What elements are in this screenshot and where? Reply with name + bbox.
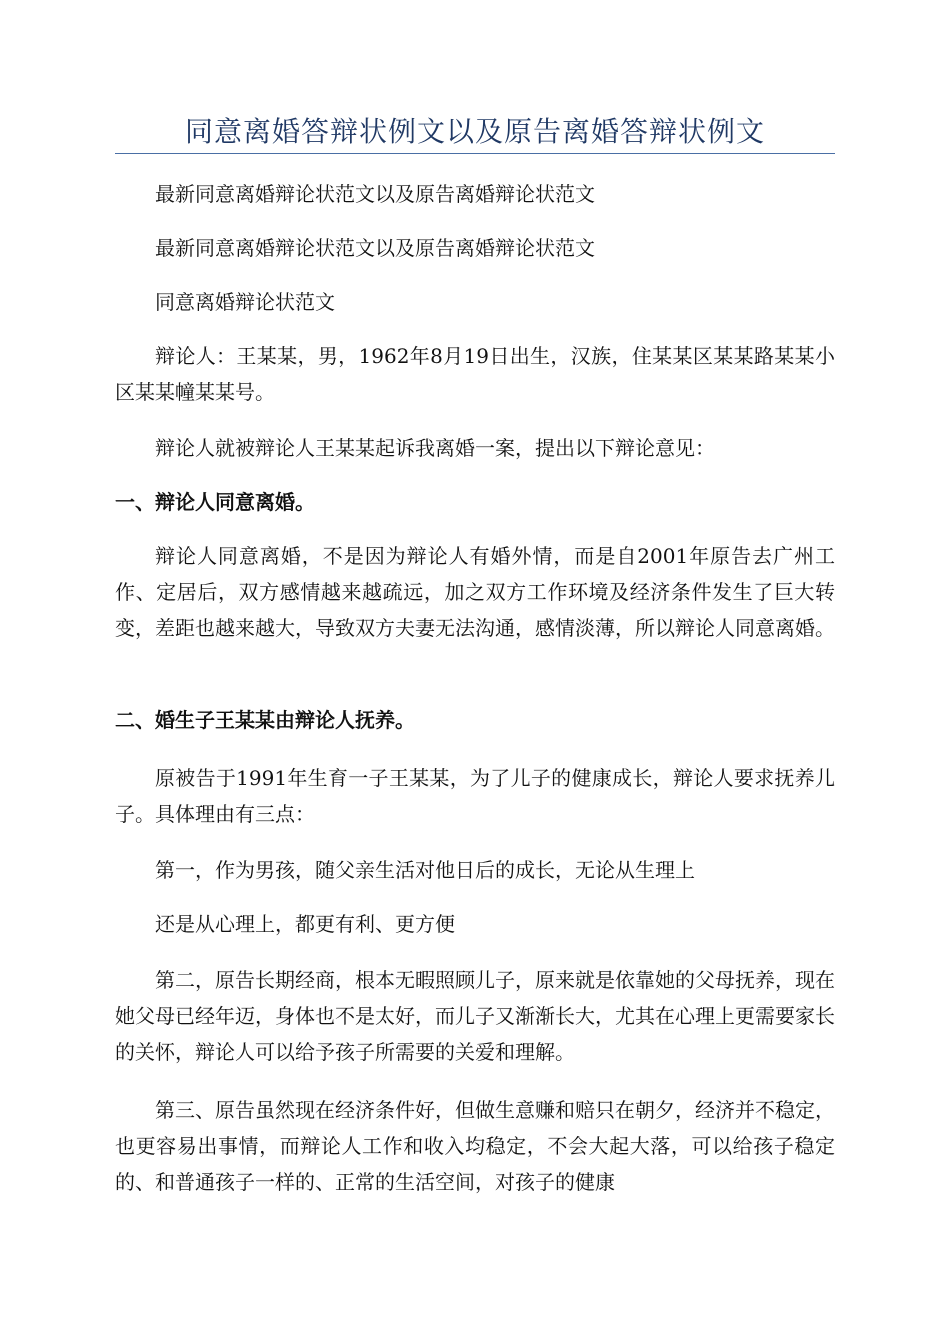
paragraph-section-2-intro: 原被告于1991年生育一子王某某，为了儿子的健康成长，辩论人要求抚养儿子。具体理由有三点： bbox=[115, 766, 835, 826]
document-title: 同意离婚答辩状例文以及原告离婚答辩状例文 bbox=[184, 115, 765, 148]
paragraph-subtitle-3: 同意离婚辩论状范文 bbox=[155, 290, 335, 314]
section-heading-2: 二、婚生子王某某由辩论人抚养。 bbox=[115, 708, 415, 732]
paragraph-subtitle-2: 最新同意离婚辩论状范文以及原告离婚辩论状范文 bbox=[155, 236, 595, 260]
paragraph-section-1-body: 辩论人同意离婚，不是因为辩论人有婚外情，而是自2001年原告去广州工作、定居后，双方感情越来越疏远，加之双方工作环境及经济条件发生了巨大转变，差距也越来越大，导致双方夫妻无法沟通，感情淡薄，所以辩论人同意离婚。 bbox=[115, 544, 835, 640]
section-heading-1: 一、辩论人同意离婚。 bbox=[115, 490, 315, 514]
title-underline bbox=[115, 153, 835, 154]
paragraph-reason-1b: 还是从心理上，都更有利、更方便 bbox=[155, 912, 455, 936]
paragraph-subtitle-1: 最新同意离婚辩论状范文以及原告离婚辩论状范文 bbox=[155, 182, 595, 206]
paragraph-intro: 辩论人就被辩论人王某某起诉我离婚一案，提出以下辩论意见： bbox=[155, 436, 715, 460]
paragraph-reason-1a: 第一，作为男孩，随父亲生活对他日后的成长，无论从生理上 bbox=[155, 858, 695, 882]
paragraph-respondent-info: 辩论人：王某某，男，1962年8月19日出生，汉族，住某某区某某路某某小区某某幢某某号。 bbox=[115, 344, 835, 404]
paragraph-reason-2: 第二，原告长期经商，根本无暇照顾儿子，原来就是依靠她的父母抚养，现在她父母已经年迈，身体也不是太好，而儿子又渐渐长大，尤其在心理上更需要家长的关怀，辩论人可以给予孩子所需要的关爱和理解。 bbox=[115, 968, 835, 1064]
paragraph-reason-3: 第三、原告虽然现在经济条件好，但做生意赚和赔只在朝夕，经济并不稳定，也更容易出事情，而辩论人工作和收入均稳定，不会大起大落，可以给孩子稳定的、和普通孩子一样的、正常的生活空间，对孩子的健康 bbox=[115, 1098, 835, 1194]
